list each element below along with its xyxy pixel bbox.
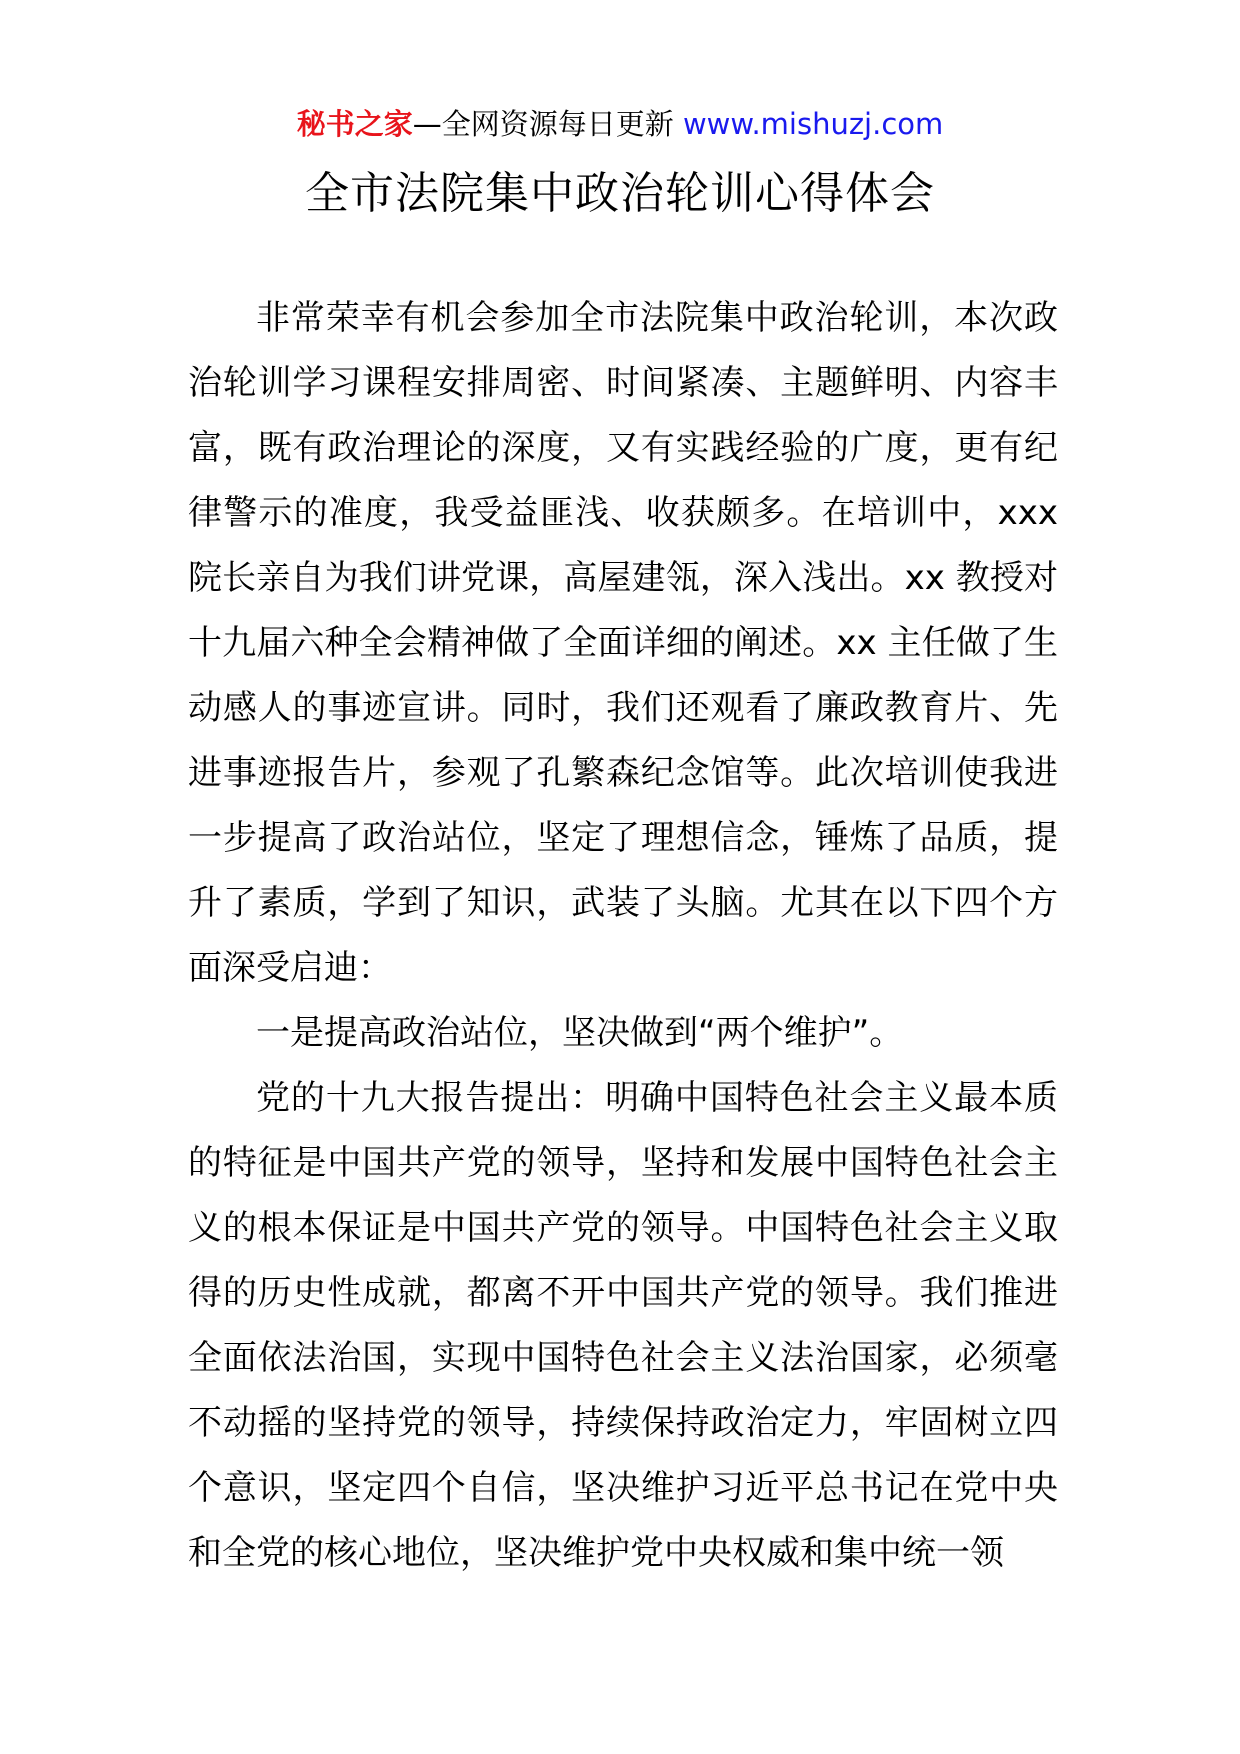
document-body [188, 286, 1058, 1586]
document-title: 全市法院集中政治轮训心得体会 [305, 168, 935, 219]
paragraph-intro: 非常荣幸有机会参加全市法院集中政治轮训，本次政治轮训学习课程安排周密、时间紧凑、主题鲜明、内容丰富，既有政治理论的深度，又有实践经验的广度，更有纪律警示的准度，我受益匪浅、收获颇多。在培训中，xxx院长亲自为我们讲党课，高屋建瓴，深入浅出。xx 教授对十九届六种全会精神做了全面详细的阐述。xx 主任做了生动感人的事迹宣讲。同时，我们还观看了廉政教育片、先进事迹报告片，参观了孔繁森纪念馆等。此次培训使我进一步提高了政治站位，坚定了理想信念，锤炼了品质，提升了素质，学到了知识，武装了头脑。尤其在以下四个方面深受启迪： [188, 298, 1058, 988]
paragraph-section-1: 党的十九大报告提出：明确中国特色社会主义最本质的特征是中国共产党的领导，坚持和发展中国特色社会主义的根本保证是中国共产党的领导。中国特色社会主义取得的历史性成就，都离不开中国共产党的领导。我们推进全面依法治国，实现中国特色社会主义法治国家，必须毫不动摇的坚持党的领导，持续保持政治定力，牢固树立四个意识，坚定四个自信，坚决维护习近平总书记在党中央和全党的核心地位，坚决维护党中央权威和集中统一领 [188, 1078, 1058, 1573]
header-tagline: —全网资源每日更新 [412, 107, 683, 141]
section-heading-1: 一是提高政治站位，坚决做到“两个维护”。 [256, 1013, 904, 1053]
brand-name: 秘书之家 [296, 107, 413, 141]
site-header [0, 100, 1240, 148]
site-url-link[interactable]: www.mishuzj.com [682, 107, 944, 141]
